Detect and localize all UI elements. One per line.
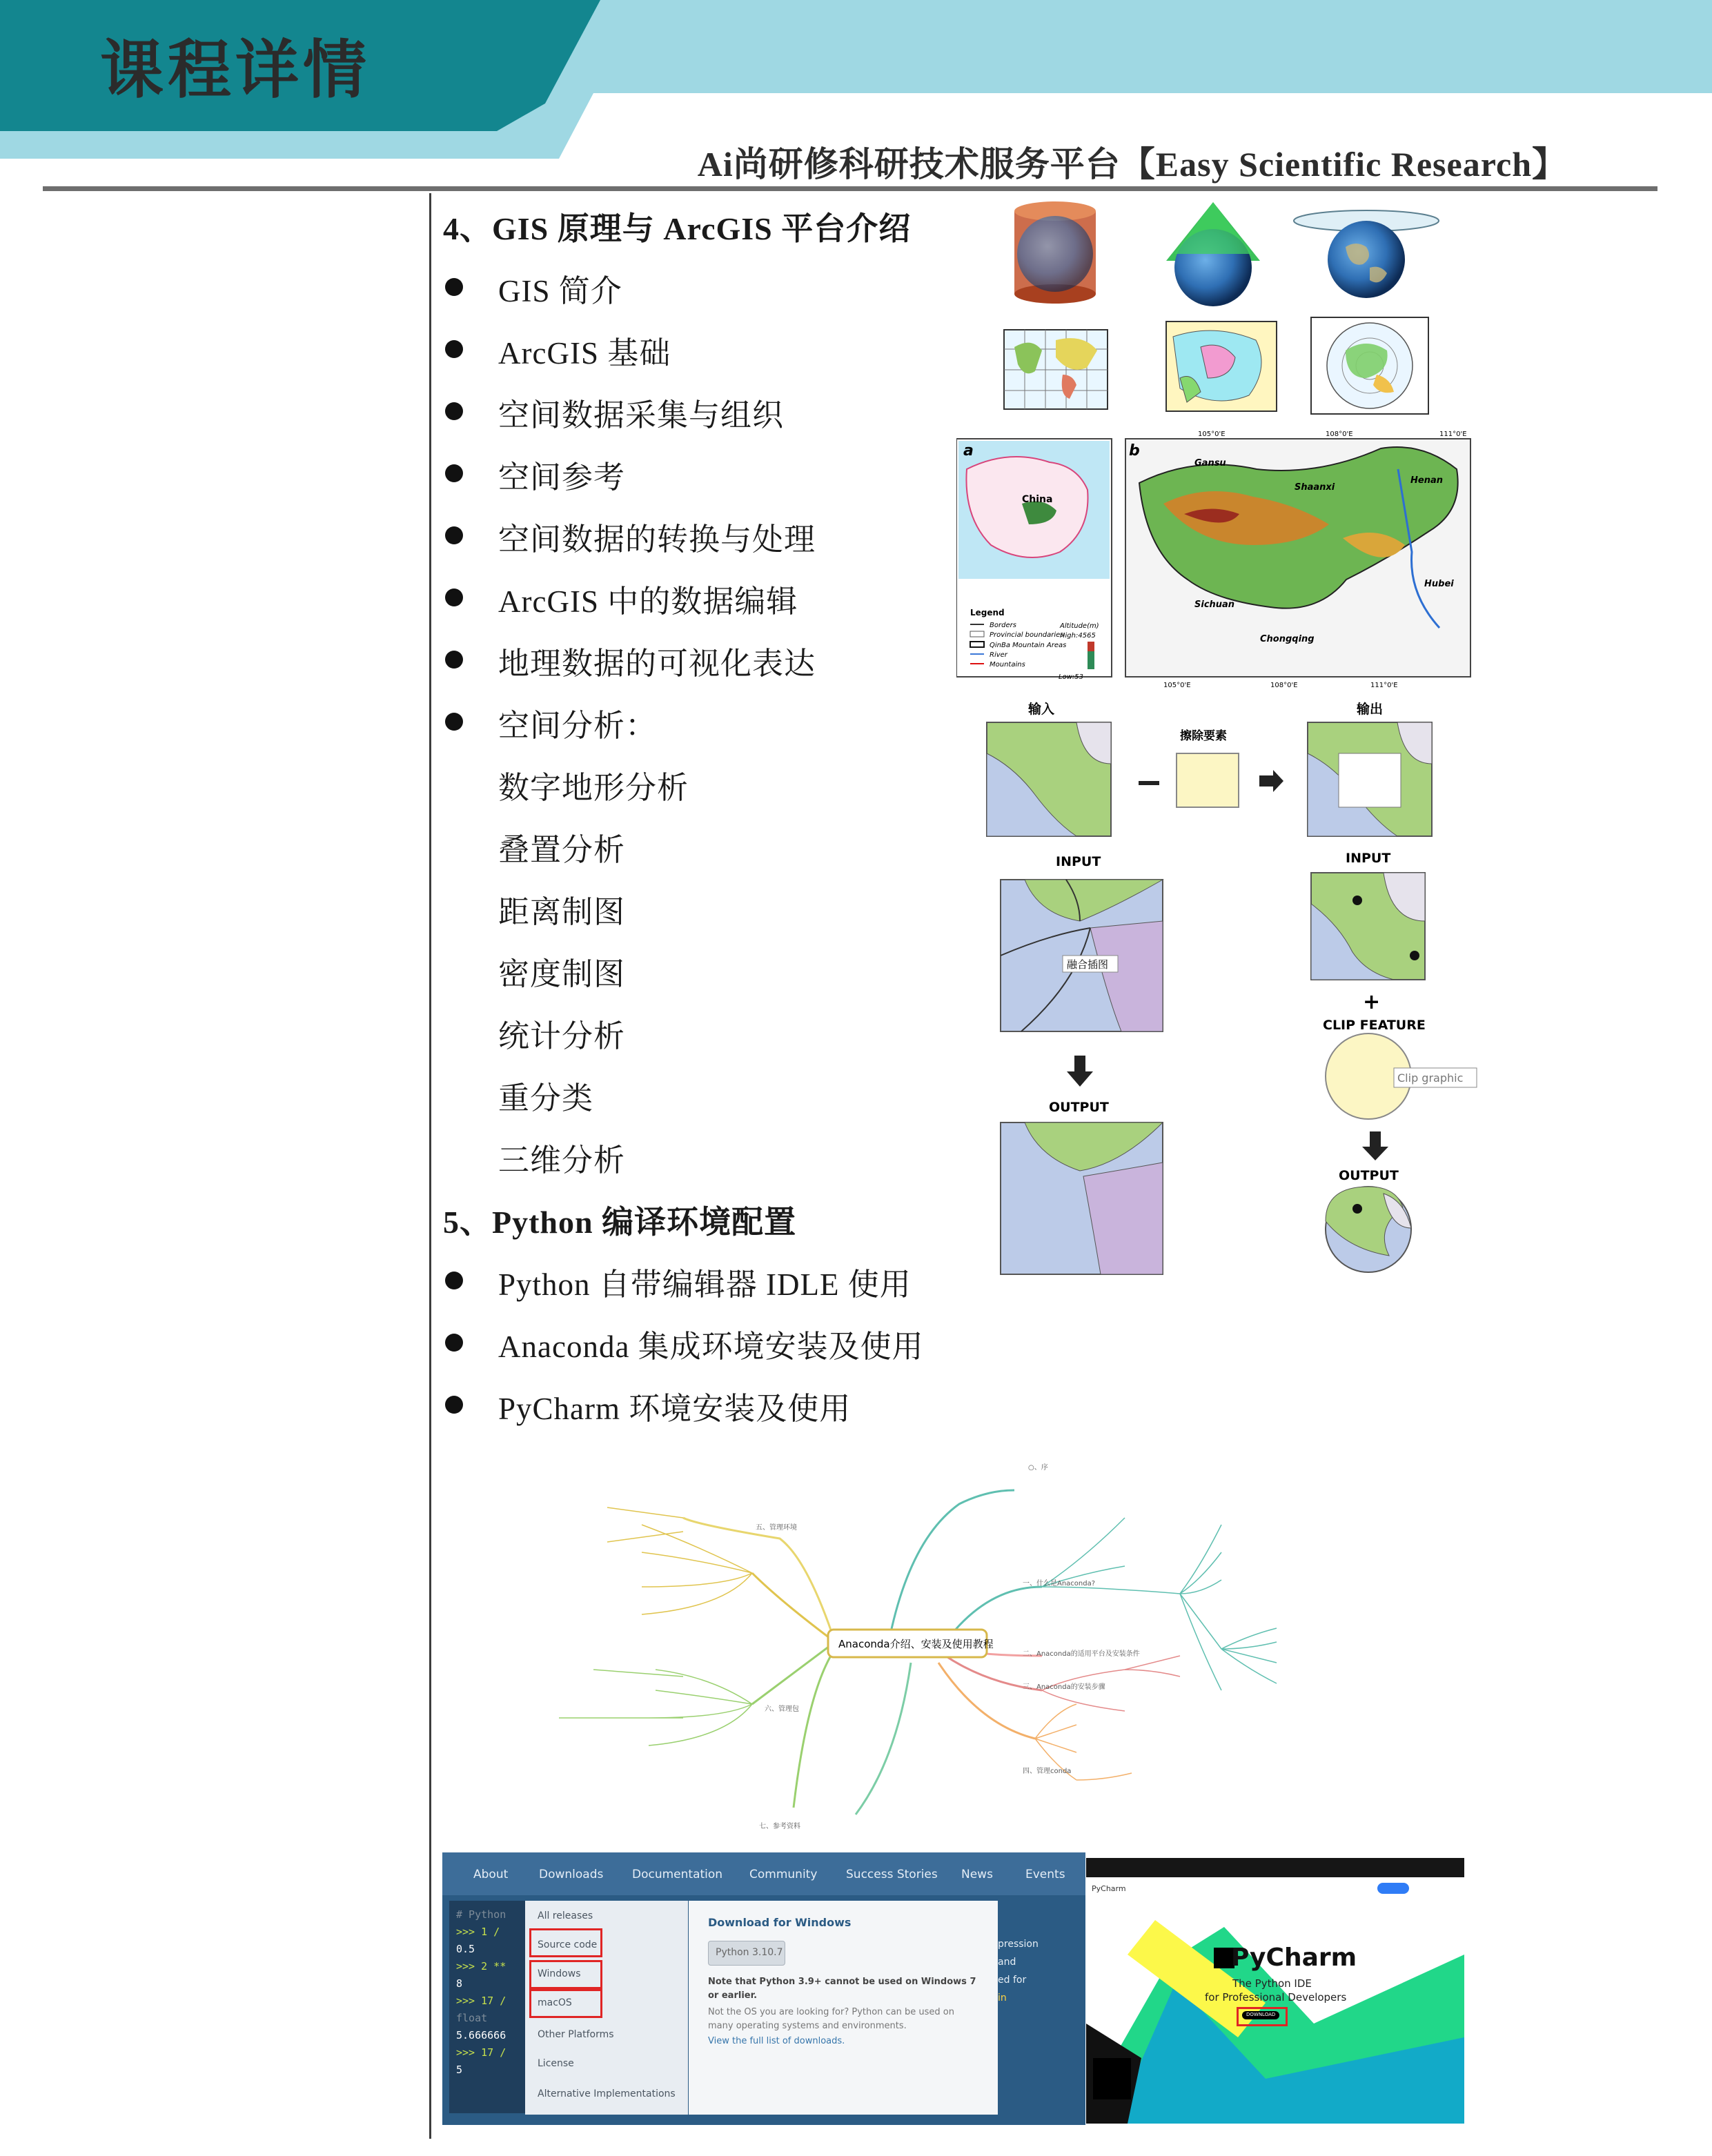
menu-other-platforms[interactable]: Other Platforms <box>538 2029 614 2040</box>
high-label: High:4565 <box>1060 632 1096 640</box>
python-site-screenshot <box>442 1852 1085 2125</box>
list-item: 地理数据的可视化表达 <box>498 646 816 681</box>
legend-swatch-qinba <box>970 642 984 647</box>
console-line: 5.666666 <box>456 2029 506 2041</box>
side-line: in <box>998 1992 1007 2004</box>
bullet <box>445 1272 463 1289</box>
lon-tick: 108°0'E <box>1270 682 1298 689</box>
pycharm-brand: PyCharm <box>1231 1944 1357 1972</box>
province-label: Shaanxi <box>1295 482 1335 493</box>
arrow-down-icon <box>1362 1131 1388 1160</box>
nav-downloads[interactable]: Downloads <box>539 1868 604 1881</box>
bullet <box>445 340 463 358</box>
download-pill[interactable] <box>1377 1883 1409 1894</box>
province-label: Gansu <box>1194 458 1226 468</box>
nav-documentation[interactable]: Documentation <box>632 1868 723 1881</box>
legend-swatch-provincial <box>970 631 984 637</box>
console-line: # Python <box>456 1908 506 1921</box>
sub-item: 密度制图 <box>498 957 626 991</box>
side-line: pression <box>998 1939 1039 1950</box>
projection-figure <box>994 199 1463 433</box>
list-item: Anaconda 集成环境安装及使用 <box>498 1329 924 1364</box>
console-line: 8 <box>456 1977 463 1990</box>
list-item: GIS 简介 <box>498 274 622 308</box>
section-heading-gis: 4、GIS 原理与 ArcGIS 平台介绍 <box>443 211 912 246</box>
lon-tick: 111°0'E <box>1439 431 1467 438</box>
panel-b-label: b <box>1129 442 1140 459</box>
point-marker <box>1352 896 1362 905</box>
erase-op-label: 擦除要素 <box>1180 729 1227 743</box>
pycharm-site-screenshot <box>1086 1858 1464 2124</box>
legend-label: River <box>990 651 1007 659</box>
menu-windows[interactable]: Windows <box>538 1968 581 1979</box>
altitude-label: Altitude(m) <box>1060 622 1099 630</box>
download-note-2: Not the OS you are looking for? Python can be used on many operating systems and environments. <box>708 2007 955 2031</box>
list-item: 空间参考 <box>498 460 626 495</box>
panel-a-label: a <box>963 442 974 459</box>
pycharm-top-bar <box>1086 1858 1464 1877</box>
nav-events[interactable]: Events <box>1025 1868 1065 1881</box>
left-margin-rule <box>429 193 431 2139</box>
mindmap-branch: 六、管理包 <box>765 1705 799 1713</box>
sub-item: 统计分析 <box>498 1019 626 1054</box>
nav-success-stories[interactable]: Success Stories <box>846 1868 938 1881</box>
legend-label: Provincial boundaries <box>990 631 1064 639</box>
nav-news[interactable]: News <box>961 1868 993 1881</box>
low-label: Low:53 <box>1059 673 1083 681</box>
list-item: 空间数据的转换与处理 <box>498 522 816 557</box>
clip-output-label: OUTPUT <box>1339 1168 1399 1183</box>
sub-item: 重分类 <box>498 1081 594 1116</box>
version-button[interactable] <box>708 1941 785 1966</box>
legend-title: Legend <box>970 608 1005 617</box>
bullet <box>445 713 463 731</box>
union-tag-label: 融合插图 <box>1067 958 1109 971</box>
console-line: float <box>456 2012 488 2024</box>
list-item: Python 自带编辑器 IDLE 使用 <box>498 1267 912 1302</box>
sub-item: 叠置分析 <box>498 833 626 867</box>
list-item: ArcGIS 基础 <box>498 336 671 370</box>
clip-feature-label: CLIP FEATURE <box>1323 1018 1426 1033</box>
erase-feature-box <box>1177 753 1239 807</box>
clip-input-label: INPUT <box>1346 851 1391 866</box>
download-note: Note that Python 3.9+ cannot be used on Windows 7 or earlier. <box>708 1977 976 2001</box>
bullet <box>445 526 463 544</box>
bullet <box>445 278 463 296</box>
mindmap-branch: 四、管理conda <box>1023 1768 1072 1775</box>
menu-macos[interactable]: macOS <box>538 1997 572 2008</box>
anaconda-mindmap <box>504 1449 1497 1835</box>
bullet <box>445 589 463 606</box>
console-line: 5 <box>456 2064 463 2076</box>
bullet <box>445 1334 463 1352</box>
menu-alternative[interactable]: Alternative Implementations <box>538 2088 676 2099</box>
minus-icon <box>1139 781 1159 785</box>
union-figure <box>994 852 1180 1280</box>
pycharm-tagline: The Python IDE <box>1232 1977 1312 1990</box>
lon-tick: 108°0'E <box>1326 431 1353 438</box>
python-nav-bar <box>442 1852 1085 1895</box>
mindmap-branch: 二、Anaconda的适用平台及安装条件 <box>1023 1650 1140 1658</box>
list-item: PyCharm 环境安装及使用 <box>498 1392 852 1426</box>
list-item: ArcGIS 中的数据编辑 <box>498 584 798 619</box>
list-item: 空间分析： <box>498 709 658 743</box>
section-heading-python: 5、Python 编译环境配置 <box>443 1205 797 1240</box>
header-divider <box>43 186 1657 191</box>
mindmap-root: Anaconda介绍、安装及使用教程 <box>838 1638 994 1650</box>
download-panel <box>689 1901 998 2115</box>
nav-about[interactable]: About <box>473 1868 509 1881</box>
province-label: Chongqing <box>1260 634 1315 644</box>
province-label: Hubei <box>1424 579 1454 589</box>
erase-output-label: 输出 <box>1357 702 1384 717</box>
download-title: Download for Windows <box>708 1916 852 1929</box>
lon-tick: 105°0'E <box>1198 431 1226 438</box>
pycharm-tagline-2: for Professional Developers <box>1205 1991 1347 2004</box>
pycharm-download-button[interactable] <box>1242 2011 1279 2019</box>
console-line: >>> 17 / <box>456 2046 506 2059</box>
union-input-label: INPUT <box>1056 854 1101 869</box>
console-line: 0.5 <box>456 1943 475 1955</box>
province-label: Henan <box>1410 475 1443 486</box>
version-button-label: Python 3.10.7 <box>716 1947 783 1958</box>
platform-name: Ai尚研修科研技术服务平台【Easy Scientific Research】 <box>697 145 1567 184</box>
side-line: and <box>998 1957 1016 1968</box>
lon-tick: 111°0'E <box>1370 682 1398 689</box>
mindmap-branch: 七、参考资料 <box>759 1823 800 1830</box>
arrow-down-icon <box>1067 1056 1093 1087</box>
download-list-link[interactable]: View the full list of downloads. <box>708 2036 845 2046</box>
side-line: ed for <box>998 1975 1027 1986</box>
legend-label: Mountains <box>990 661 1025 669</box>
mindmap-branch: 五、管理环境 <box>756 1524 797 1532</box>
console-line: >>> 1 / <box>456 1926 500 1938</box>
sub-item: 数字地形分析 <box>498 771 689 805</box>
pycharm-product-label: PyCharm <box>1092 1884 1126 1893</box>
point-marker <box>1352 1204 1362 1214</box>
page-title: 课程详情 <box>100 33 371 107</box>
sub-item: 距离制图 <box>498 895 626 929</box>
jetbrains-logo <box>1093 2058 1131 2099</box>
erase-figure <box>980 698 1442 843</box>
point-marker <box>1410 951 1419 960</box>
mindmap-branch: 三、Anaconda的安装步骤 <box>1023 1683 1105 1691</box>
arrow-right-icon <box>1259 770 1283 792</box>
clip-tag-label: Clip graphic <box>1397 1071 1464 1085</box>
bullet <box>445 464 463 482</box>
union-output-label: OUTPUT <box>1049 1100 1109 1115</box>
mindmap-branch: 一、什么是Anaconda? <box>1023 1580 1096 1588</box>
side-text <box>998 1935 1039 2007</box>
legend-label: QinBa Mountain Areas <box>990 642 1067 649</box>
sub-item: 三维分析 <box>498 1143 626 1178</box>
plus-icon: + <box>1363 990 1381 1014</box>
bullet <box>445 1396 463 1414</box>
province-label: Sichuan <box>1194 600 1235 610</box>
globe-icon <box>1017 216 1093 292</box>
menu-source-code[interactable]: Source code <box>538 1939 598 1950</box>
menu-all-releases[interactable]: All releases <box>538 1910 593 1921</box>
erase-input-label: 输入 <box>1028 702 1055 717</box>
lon-tick: 105°0'E <box>1163 682 1191 689</box>
mindmap-branch: ○、序 <box>1028 1464 1048 1472</box>
list-item: 空间数据采集与组织 <box>498 398 785 433</box>
legend-label: Borders <box>990 622 1016 629</box>
console-line: >>> 2 ** <box>456 1960 506 1972</box>
bullet <box>445 402 463 420</box>
download-button-label: DOWNLOAD <box>1246 2012 1276 2017</box>
bullet <box>445 651 463 669</box>
clip-figure <box>1308 849 1487 1276</box>
qinba-map-figure <box>956 428 1481 690</box>
china-label: China <box>1022 494 1053 505</box>
downloads-menu <box>525 1901 688 2115</box>
console-line: >>> 17 / <box>456 1995 506 2007</box>
nav-community[interactable]: Community <box>749 1868 818 1881</box>
menu-license[interactable]: License <box>538 2058 574 2069</box>
